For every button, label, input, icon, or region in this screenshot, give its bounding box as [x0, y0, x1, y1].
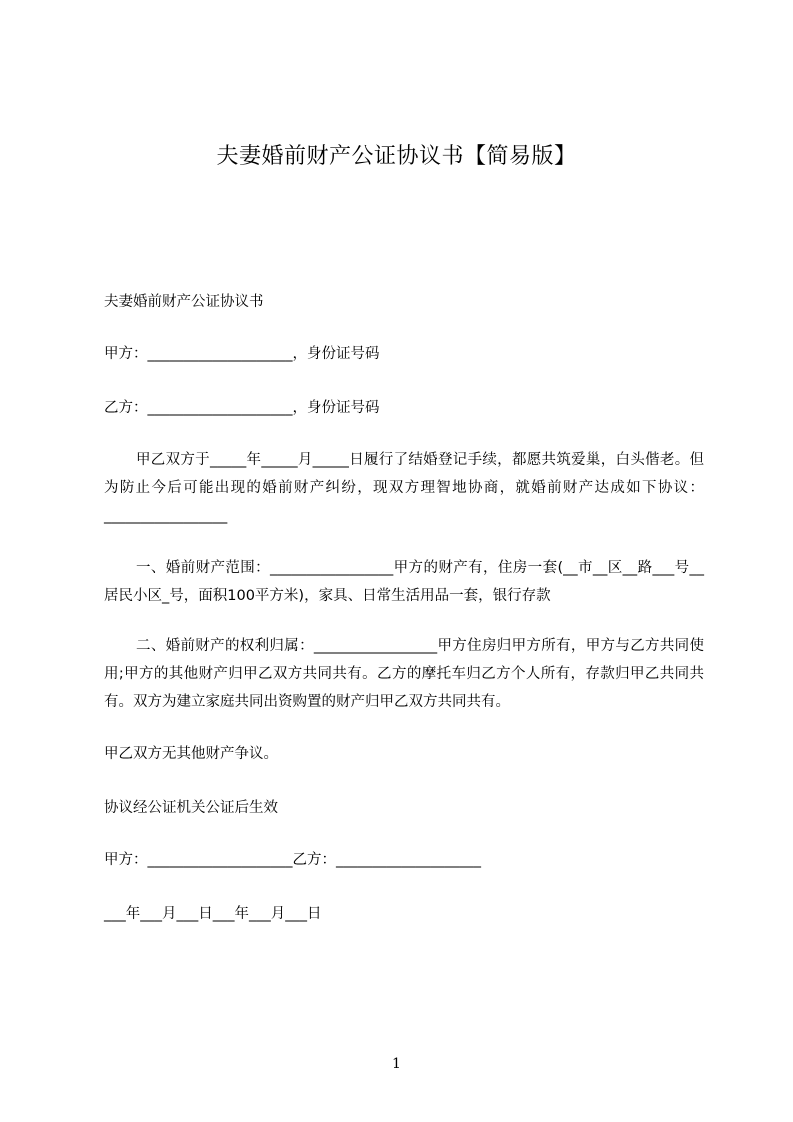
effective-line: 协议经公证机关公证后生效 — [104, 800, 278, 816]
date-line: ___年___月___日___年___月___日 — [104, 906, 322, 922]
intro-paragraph: 甲乙双方于_____年_____月_____日履行了结婚登记手续，都愿共筑爱巢，白头偕老。但为防止今后可能出现的婚前财产纠纷，现双方理智地协商，就婚前财产达成如下协议：_________________ — [104, 452, 704, 524]
document-title: 夫妻婚前财产公证协议书【简易版】 — [216, 144, 577, 169]
signature-line: 甲方：____________________乙方：____________________ — [104, 852, 481, 868]
party-b-line: 乙方：____________________，身份证号码 — [104, 400, 380, 416]
document-heading: 夫妻婚前财产公证协议书 — [104, 294, 264, 310]
clause-1-paragraph: 一、婚前财产范围：_________________甲方的财产有，住房一套(__市__区__路___号__居民小区_号，面积100平方米)，家具、日常生活用品一套，银行存款 — [104, 560, 704, 604]
clause-2-paragraph: 二、婚前财产的权利归属：_________________甲方住房归甲方所有，甲方与乙方共同使用;甲方的其他财产归甲乙双方共同共有。乙方的摩托车归乙方个人所有，存款归甲乙共同共有。双方为建立家庭共同出资购置的财产归甲乙双方共同共有。 — [104, 638, 704, 710]
party-a-line: 甲方：____________________，身份证号码 — [104, 346, 380, 362]
no-dispute-line: 甲乙双方无其他财产争议。 — [104, 746, 278, 762]
page-number: 1 — [392, 1056, 401, 1072]
